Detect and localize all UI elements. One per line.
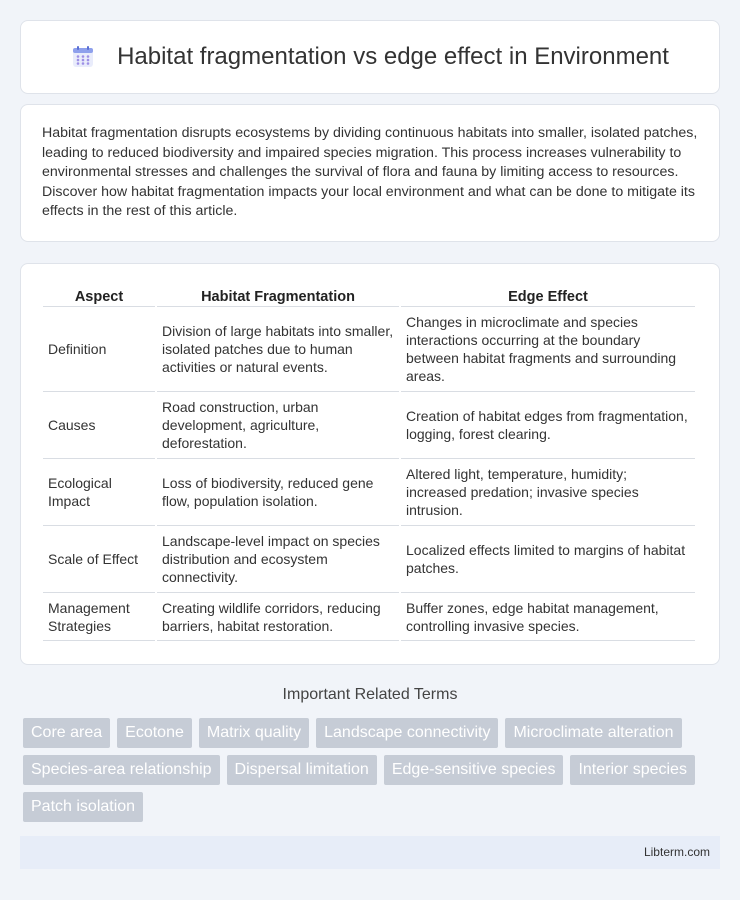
- header: [21, 21, 719, 93]
- related-term-tag[interactable]: Species-area relationship: [23, 755, 220, 785]
- related-term-tag[interactable]: Microclimate alteration: [505, 718, 681, 748]
- row-habitat-fragmentation: Loss of biodiversity, reduced gene flow, population isolation.: [157, 459, 399, 526]
- related-term-tag[interactable]: Edge-sensitive species: [384, 755, 564, 785]
- row-edge-effect: Creation of habitat edges from fragmentation, logging, forest clearing.: [401, 392, 695, 459]
- related-term-tag[interactable]: Dispersal limitation: [227, 755, 377, 785]
- header-edge-effect: Edge Effect: [401, 284, 695, 307]
- table-row: [43, 459, 695, 526]
- comparison-table: [41, 284, 697, 641]
- row-edge-effect: Changes in microclimate and species interactions occurring at the boundary between habitat fragments and surrounding areas.: [401, 307, 695, 392]
- row-edge-effect: Buffer zones, edge habitat management, controlling invasive species.: [401, 593, 695, 641]
- table-row: [43, 593, 695, 641]
- row-aspect: Causes: [43, 392, 155, 459]
- calendar-grid-icon: [71, 45, 95, 69]
- row-habitat-fragmentation: Creating wildlife corridors, reducing barriers, habitat restoration.: [157, 593, 399, 641]
- header-aspect: Aspect: [43, 284, 155, 307]
- row-habitat-fragmentation: Division of large habitats into smaller, isolated patches due to human activities or natural events.: [157, 307, 399, 392]
- table-row: [43, 392, 695, 459]
- header-habitat-fragmentation: Habitat Fragmentation: [157, 284, 399, 307]
- row-edge-effect: Altered light, temperature, humidity; increased predation; invasive species intrusion.: [401, 459, 695, 526]
- page-title: Habitat fragmentation vs edge effect in Environment: [117, 43, 669, 70]
- related-term-tag[interactable]: Interior species: [570, 755, 695, 785]
- related-term-tag[interactable]: Patch isolation: [23, 792, 143, 822]
- row-habitat-fragmentation: Road construction, urban development, agriculture, deforestation.: [157, 392, 399, 459]
- row-habitat-fragmentation: Landscape-level impact on species distribution and ecosystem connectivity.: [157, 526, 399, 593]
- table-row: [43, 526, 695, 593]
- intro-card: [20, 104, 720, 242]
- row-aspect: Scale of Effect: [43, 526, 155, 593]
- related-terms-list: [23, 718, 703, 829]
- related-terms-title: Important Related Terms: [282, 686, 458, 703]
- table-header-row: [43, 284, 695, 307]
- row-aspect: Definition: [43, 307, 155, 392]
- related-term-tag[interactable]: Core area: [23, 718, 110, 748]
- related-term-tag[interactable]: Landscape connectivity: [316, 718, 498, 748]
- footer-site-link[interactable]: Libterm.com: [643, 845, 710, 859]
- intro-paragraph: Habitat fragmentation disrupts ecosystems by dividing continuous habitats into smaller, isolated patches, leading to reduced biodiversity and impaired species migration. This process increases vulnerability to environmental stresses and challenges the survival of flora and fauna by limiting access to resources. Discover how habitat fragmentation impacts your local environment and what can be done to mitigate its effects in the rest of this article.: [42, 125, 698, 220]
- related-term-tag[interactable]: Ecotone: [117, 718, 192, 748]
- related-term-tag[interactable]: Matrix quality: [199, 718, 309, 748]
- row-aspect: Management Strategies: [43, 593, 155, 641]
- table-row: [43, 307, 695, 392]
- comparison-card: [20, 263, 720, 665]
- row-edge-effect: Localized effects limited to margins of habitat patches.: [401, 526, 695, 593]
- footer: [20, 836, 720, 869]
- row-aspect: Ecological Impact: [43, 459, 155, 526]
- header-card: [20, 20, 720, 94]
